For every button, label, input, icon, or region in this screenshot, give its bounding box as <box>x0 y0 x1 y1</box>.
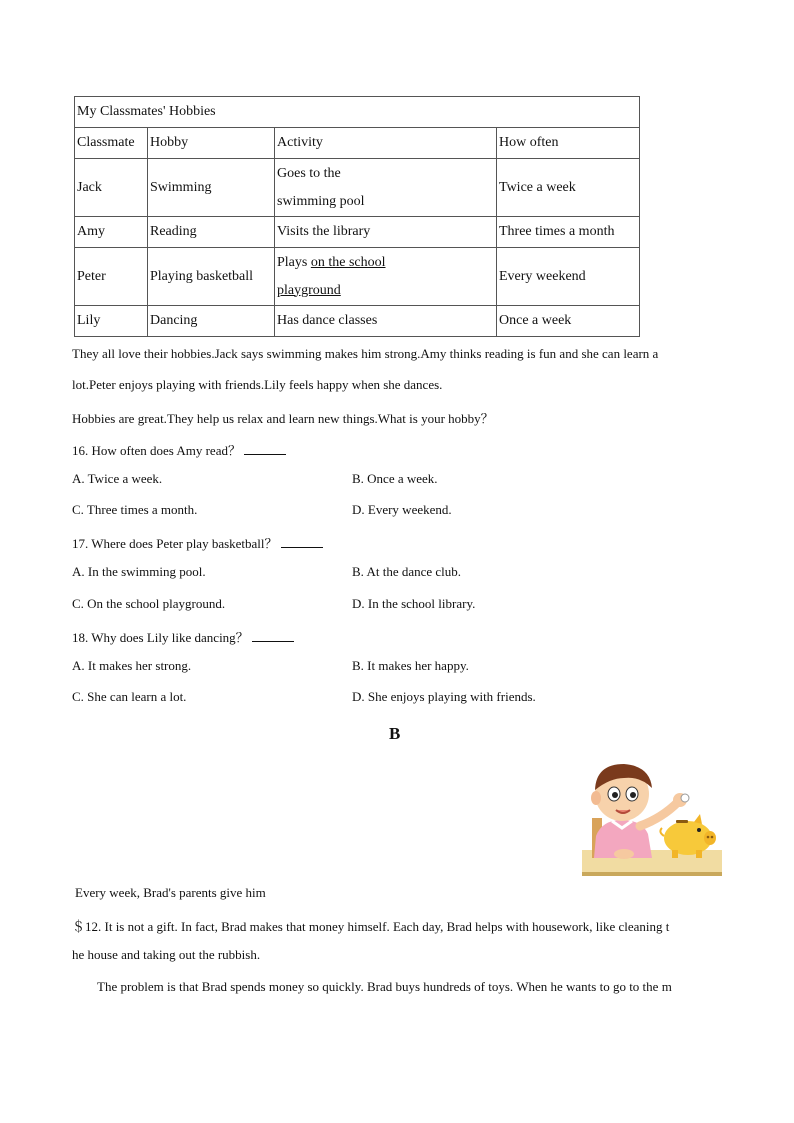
table-row <box>75 159 640 217</box>
question-number: 17. <box>72 536 89 551</box>
question-text: How often does Amy read？ <box>88 443 241 458</box>
section-heading: B <box>389 724 401 743</box>
option-d[interactable]: D. Every weekend. <box>352 502 452 517</box>
answer-blank[interactable] <box>252 630 294 642</box>
table-row <box>75 217 640 248</box>
cell-classmate: Lily <box>75 306 148 337</box>
passage-line: Hobbies are great.They help us relax and learn new things.What is your hobby？ <box>72 411 494 426</box>
passage-b-line: The problem is that Brad spends money so quickly. Brad buys hundreds of toys. When he wants to go to the m <box>97 979 672 994</box>
question-17 <box>72 533 323 552</box>
passage-line: lot.Peter enjoys playing with friends.Lily feels happy when she dances. <box>72 377 443 392</box>
option-d[interactable]: D. She enjoys playing with friends. <box>352 689 536 704</box>
option-c[interactable]: C. She can learn a lot. <box>72 689 187 704</box>
cell-activity: Has dance classes <box>275 306 497 337</box>
boy-with-piggy-bank-icon <box>582 758 722 876</box>
cell-hobby: Swimming <box>148 159 275 217</box>
cell-activity <box>275 248 497 306</box>
cell-how-often: Twice a week <box>497 159 640 217</box>
option-c[interactable]: C. On the school playground. <box>72 596 226 611</box>
activity-prefix: Plays <box>277 254 311 270</box>
question-16 <box>72 440 286 459</box>
cell-activity <box>275 159 497 217</box>
passage-b-line: he house and taking out the rubbish. <box>72 947 261 962</box>
cell-how-often: Once a week <box>497 306 640 337</box>
passage-b-line: Every week, Brad's parents give him <box>75 885 266 900</box>
answer-blank[interactable] <box>281 536 323 548</box>
table-title: My Classmates' Hobbies <box>75 97 640 128</box>
cell-classmate: Amy <box>75 217 148 248</box>
cell-how-often: Every weekend <box>497 248 640 306</box>
cell-classmate: Peter <box>75 248 148 306</box>
cell-hobby: Dancing <box>148 306 275 337</box>
option-d[interactable]: D. In the school library. <box>352 596 476 611</box>
cell-hobby: Playing basketball <box>148 248 275 306</box>
question-number: 18. <box>72 630 89 645</box>
header-how-often: How often <box>497 128 640 159</box>
hobbies-table <box>74 96 640 337</box>
passage-b-line: ＄12. It is not a gift. In fact, Brad makes that money himself. Each day, Brad helps with housework, like cleaning t <box>72 919 670 934</box>
activity-underlined: playground <box>277 282 341 298</box>
header-activity: Activity <box>275 128 497 159</box>
option-a[interactable]: A. In the swimming pool. <box>72 564 206 579</box>
header-hobby: Hobby <box>148 128 275 159</box>
activity-line <box>277 249 494 277</box>
option-c[interactable]: C. Three times a month. <box>72 502 198 517</box>
question-18 <box>72 627 294 646</box>
option-b[interactable]: B. It makes her happy. <box>352 658 469 673</box>
cell-how-often: Three times a month <box>497 217 640 248</box>
cell-classmate: Jack <box>75 159 148 217</box>
option-a[interactable]: A. It makes her strong. <box>72 658 192 673</box>
question-text: Where does Peter play basketball？ <box>88 536 278 551</box>
cell-hobby: Reading <box>148 217 275 248</box>
question-text: Why does Lily like dancing？ <box>88 630 249 645</box>
table-row <box>75 248 640 306</box>
passage-line: They all love their hobbies.Jack says swimming makes him strong.Amy thinks reading is fun and she can learn a <box>72 346 659 361</box>
activity-line: Goes to the <box>277 165 341 181</box>
activity-line: swimming pool <box>277 193 365 209</box>
cell-activity: Visits the library <box>275 217 497 248</box>
question-number: 16. <box>72 443 89 458</box>
table-row <box>75 306 640 337</box>
answer-blank[interactable] <box>244 443 286 455</box>
header-classmate: Classmate <box>75 128 148 159</box>
option-b[interactable]: B. Once a week. <box>352 471 438 486</box>
activity-underlined: on the school <box>310 254 386 270</box>
option-b[interactable]: B. At the dance club. <box>352 564 462 579</box>
option-a[interactable]: A. Twice a week. <box>72 471 163 486</box>
